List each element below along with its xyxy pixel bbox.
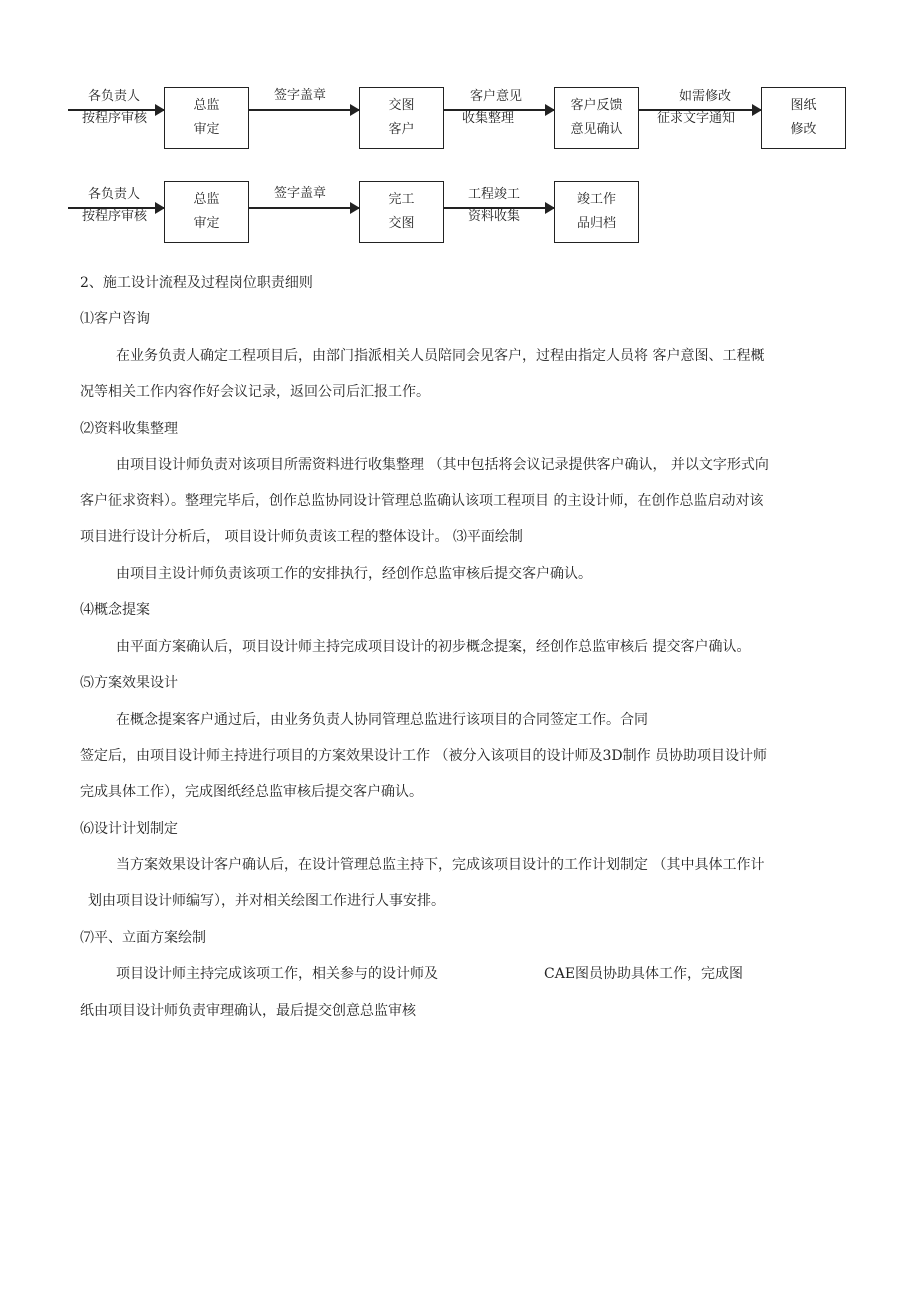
flow1-arrow-2-label bbox=[462, 86, 522, 130]
flow2-arrow-2-label-line-1: 工程竣工 bbox=[468, 187, 521, 202]
s2-line-3: 项目进行设计分析后， 项目设计师负责该工程的整体设计。 ⑶平面绘制 bbox=[80, 529, 523, 545]
flow1-box-drawing-revision-line-1: 图纸 bbox=[790, 98, 817, 113]
flow1-box-client-feedback-line-2: 意见确认 bbox=[570, 122, 623, 137]
s5-line-3: 完成具体工作），完成图纸经总监审核后提交客户确认。 bbox=[80, 784, 423, 800]
s2-title: ⑵资料收集整理 bbox=[80, 421, 178, 437]
flow1-arrow-3-label-line-2: 征求文字通知 bbox=[657, 111, 736, 126]
flow1-box-submit-to-client-line-2: 客户 bbox=[388, 122, 415, 137]
flow2-arrow-2-label-line-2: 资料收集 bbox=[468, 209, 521, 224]
flow1-arrow-1 bbox=[249, 109, 359, 111]
flow1-box-drawing-revision bbox=[761, 87, 846, 149]
flow2-box-archive-line-2: 品归档 bbox=[576, 216, 616, 231]
flow2-box-director-review bbox=[164, 181, 249, 243]
flow2-start-label-line-1: 各负责人 bbox=[88, 187, 141, 202]
s3-line-1: 由项目主设计师负责该项工作的安排执行，经创作总监审核后提交客户确认。 bbox=[116, 566, 592, 582]
flow1-start-label bbox=[82, 86, 147, 130]
flow2-box-completion-handover bbox=[359, 181, 444, 243]
flow2-start-label bbox=[82, 184, 147, 228]
flow2-arrow-1-label-line-1: 签字盖章 bbox=[274, 186, 327, 201]
flow2-box-completion-handover-line-2: 交图 bbox=[388, 216, 415, 231]
s6-title: ⑹设计计划制定 bbox=[80, 821, 178, 837]
s1-line-1: 在业务负责人确定工程项目后，由部门指派相关人员陪同会见客户，过程由指定人员将 客户意图、工程概 bbox=[116, 348, 765, 364]
flow2-box-archive-line-1: 竣工作 bbox=[576, 192, 616, 207]
s1-line-2: 况等相关工作内容作好会议记录，返回公司后汇报工作。 bbox=[80, 384, 430, 400]
flow2-arrow-1-label bbox=[274, 184, 326, 204]
flow2-box-director-review-line-1: 总监 bbox=[193, 192, 220, 207]
flow2-arrow-0 bbox=[68, 207, 164, 209]
flow1-box-director-review-line-1: 总监 bbox=[193, 98, 220, 113]
flow2-start-label-line-2: 按程序审核 bbox=[82, 209, 148, 224]
s2-line-1: 由项目设计师负责对该项目所需资料进行收集整理 （其中包括将会议记录提供客户确认， 并以文字形式向 bbox=[116, 457, 769, 473]
flow1-box-director-review-line-2: 审定 bbox=[193, 122, 220, 137]
flow1-start-label-line-2: 按程序审核 bbox=[82, 111, 148, 126]
flow1-arrow-2-label-line-1: 客户意见 bbox=[470, 89, 523, 104]
s5-line-1: 在概念提案客户通过后，由业务负责人协同管理总监进行该项目的合同签定工作。合同 bbox=[116, 712, 648, 728]
s2-line-2: 客户征求资料）。整理完毕后，创作总监协同设计管理总监确认该项工程项目 的主设计师，在创作总监启动对该 bbox=[80, 493, 764, 509]
flow1-arrow-3-label-line-1: 如需修改 bbox=[679, 89, 732, 104]
s7-line-2: 纸由项目设计师负责审理确认，最后提交创意总监审核 bbox=[80, 1003, 416, 1019]
flow1-arrow-1-label bbox=[274, 86, 326, 106]
section-title: 2、施工设计流程及过程岗位职责细则 bbox=[80, 275, 313, 291]
flow1-box-submit-to-client-line-1: 交图 bbox=[388, 98, 415, 113]
flow1-arrow-2 bbox=[444, 109, 554, 111]
flow1-start-label-line-1: 各负责人 bbox=[88, 89, 141, 104]
s7-line-1b: CAE图员协助具体工作，完成图 bbox=[544, 966, 744, 982]
s1-title: ⑴客户咨询 bbox=[80, 311, 150, 327]
flow1-arrow-1-label-line-1: 签字盖章 bbox=[274, 88, 327, 103]
flow1-box-client-feedback-line-1: 客户反馈 bbox=[570, 98, 623, 113]
flow1-box-submit-to-client bbox=[359, 87, 444, 149]
flow2-arrow-2-label bbox=[468, 184, 520, 228]
flow2-arrow-2 bbox=[444, 207, 554, 209]
flow1-box-director-review bbox=[164, 87, 249, 149]
flow1-box-drawing-revision-line-2: 修改 bbox=[790, 122, 817, 137]
flow1-arrow-0 bbox=[68, 109, 164, 111]
flow1-arrow-3 bbox=[639, 109, 761, 111]
s6-line-1: 当方案效果设计客户确认后，在设计管理总监主持下，完成该项目设计的工作计划制定 （其中具体工作计 bbox=[116, 857, 765, 873]
flow2-arrow-1 bbox=[249, 207, 359, 209]
flow1-arrow-2-label-line-2: 收集整理 bbox=[462, 111, 515, 126]
s4-line-1: 由平面方案确认后，项目设计师主持完成项目设计的初步概念提案，经创作总监审核后 提交客户确认。 bbox=[116, 639, 751, 655]
s5-line-2: 签定后，由项目设计师主持进行项目的方案效果设计工作 （被分入该项目的设计师及3D制作 员协助项目设计师 bbox=[80, 748, 768, 764]
flow2-box-director-review-line-2: 审定 bbox=[193, 216, 220, 231]
flow1-arrow-3-label bbox=[657, 86, 735, 130]
flow2-box-completion-handover-line-1: 完工 bbox=[388, 192, 415, 207]
s5-title: ⑸方案效果设计 bbox=[80, 675, 178, 691]
s7-title: ⑺平、立面方案绘制 bbox=[80, 930, 206, 946]
flow1-box-client-feedback bbox=[554, 87, 639, 149]
s7-line-1a: 项目设计师主持完成该项工作，相关参与的设计师及 bbox=[116, 966, 438, 982]
flow2-box-archive bbox=[554, 181, 639, 243]
s6-line-2: 划由项目设计师编写），并对相关绘图工作进行人事安排。 bbox=[88, 893, 445, 909]
s4-title: ⑷概念提案 bbox=[80, 602, 150, 618]
